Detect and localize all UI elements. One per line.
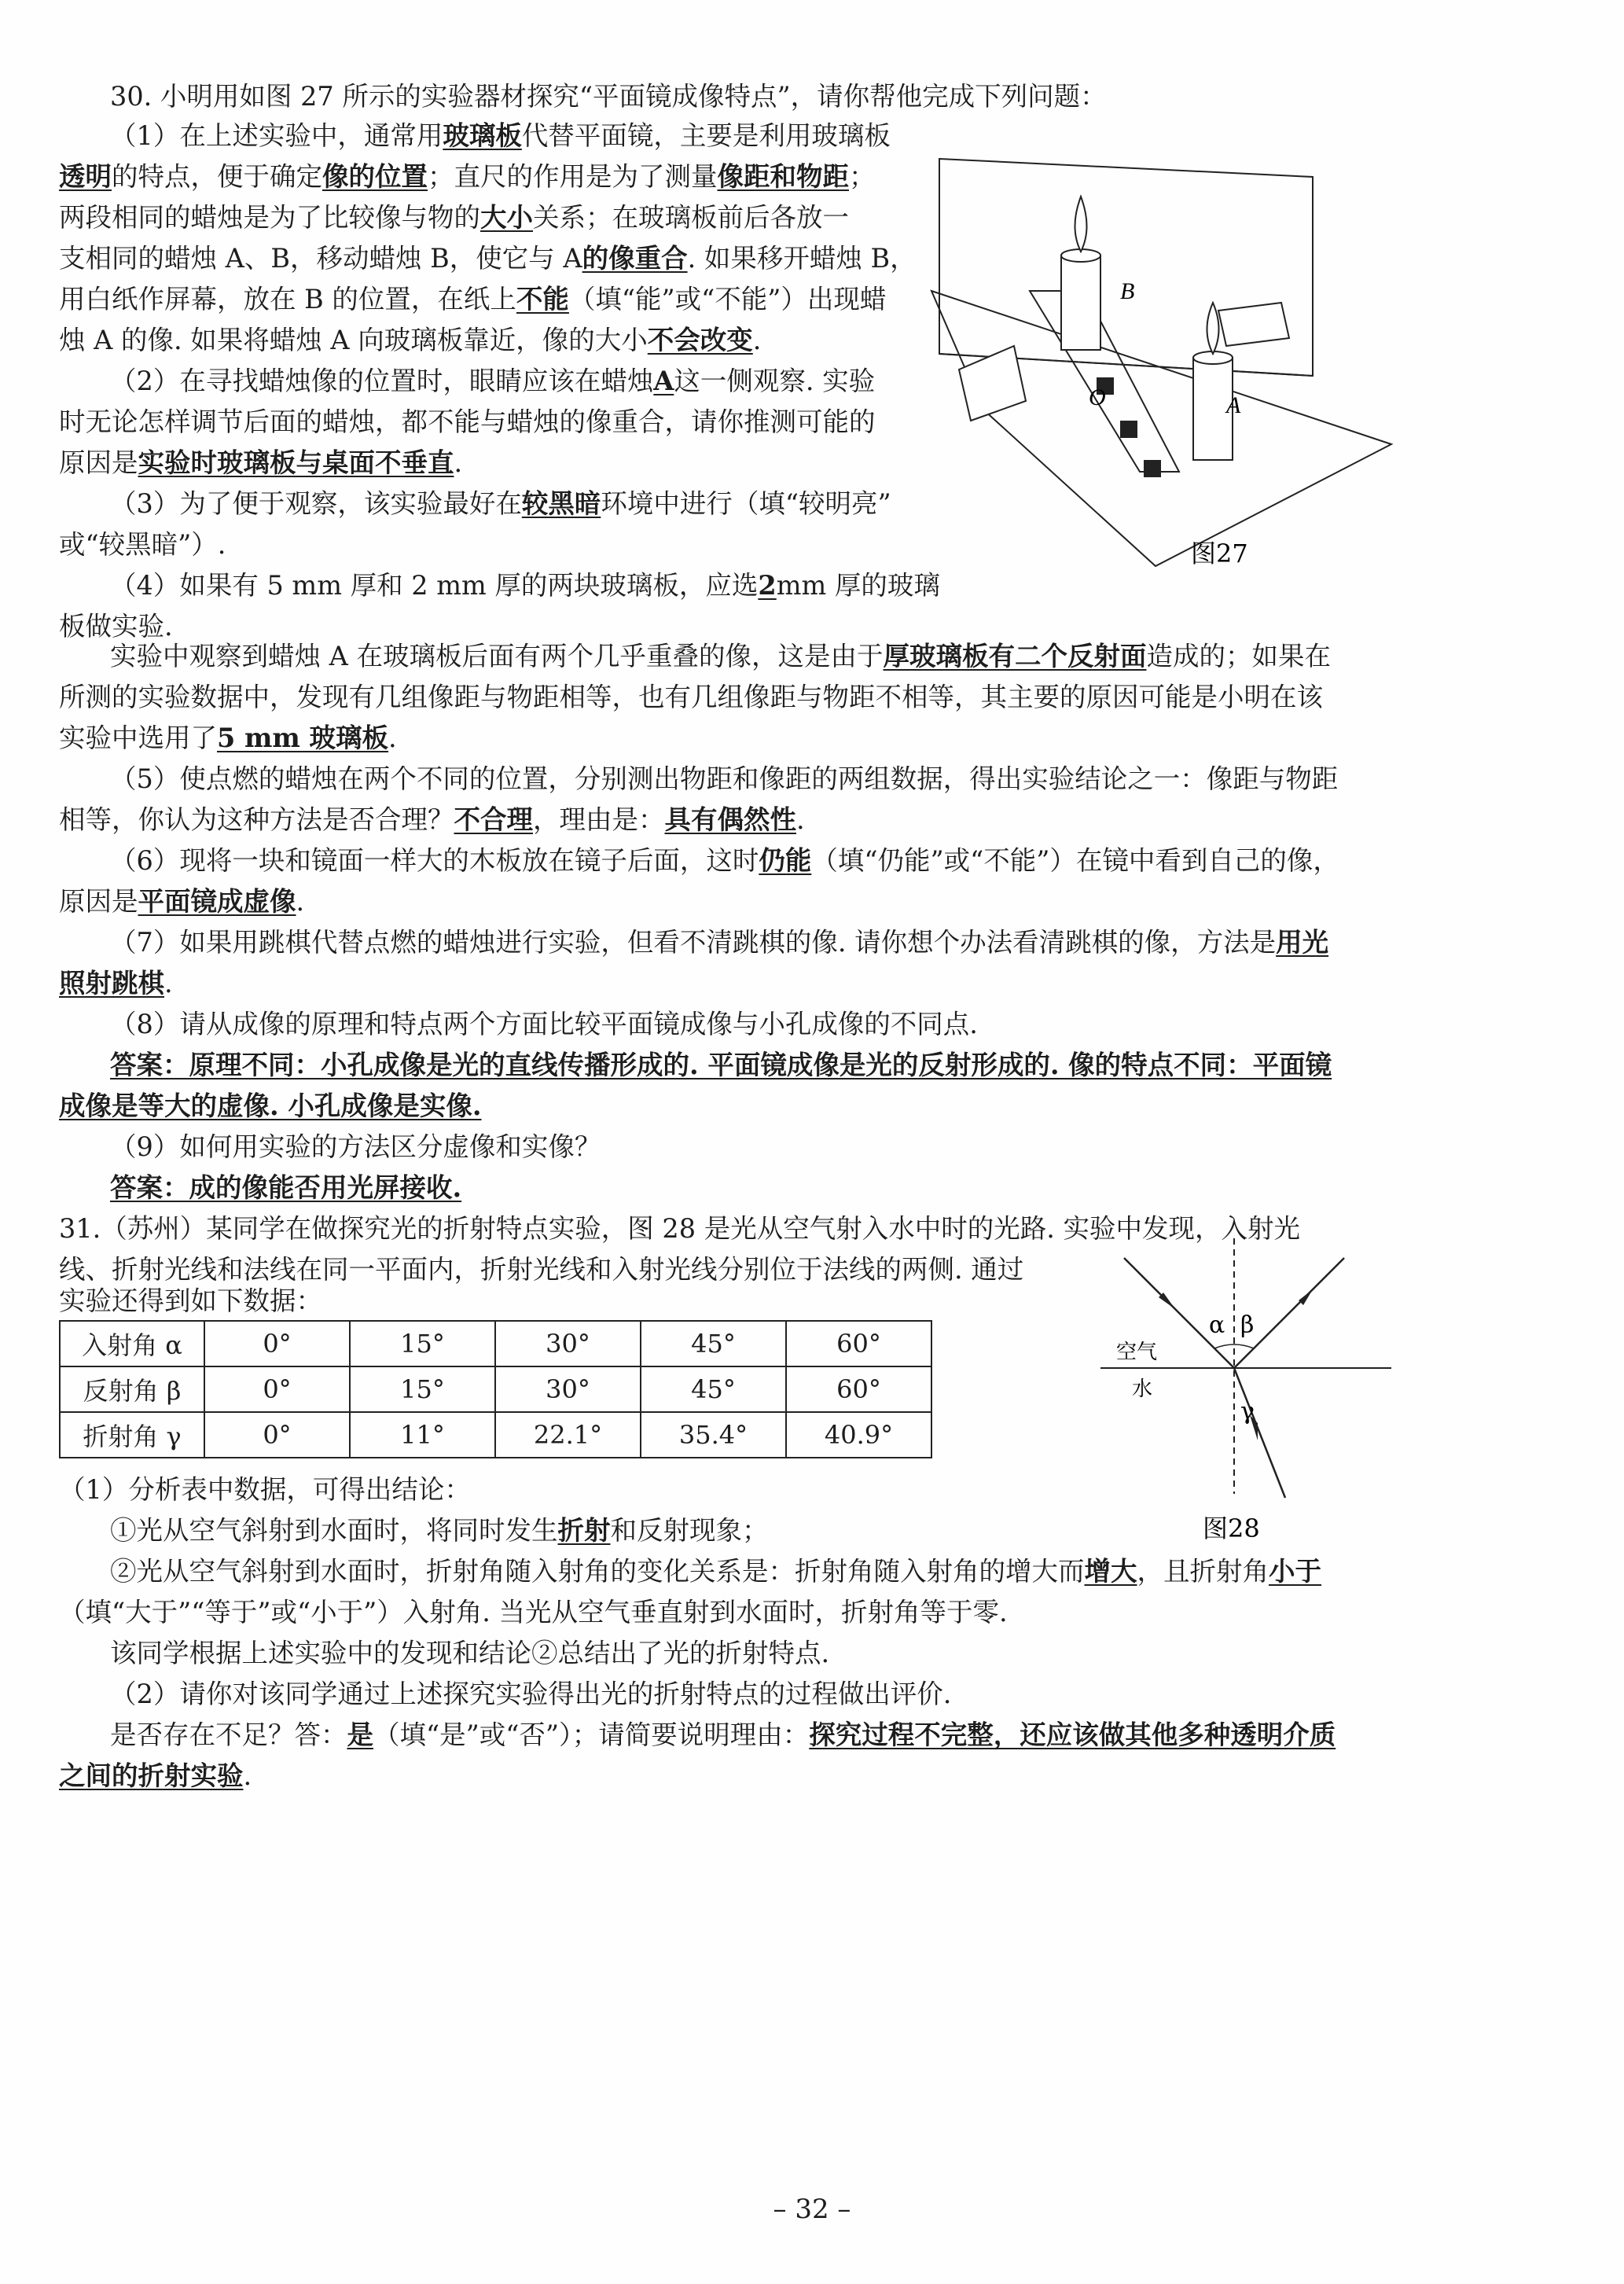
- ruler-mark: [1120, 421, 1137, 438]
- answer-blank: 小于: [1269, 1556, 1321, 1587]
- table-row: 反射角 β 0° 15° 30° 45° 60°: [60, 1366, 931, 1412]
- q31-s1a: ①光从空气斜射到水面时，将同时发生折射和反射现象；: [110, 1515, 769, 1546]
- answer-blank: 平面镜成虚像: [138, 886, 296, 917]
- q30-stem: 30. 小明用如图 27 所示的实验器材探究“平面镜成像特点”，请你帮他完成下列问题：: [110, 81, 1107, 112]
- answer-blank: 之间的折射实验: [59, 1760, 244, 1791]
- q30-p1-line6: 烛 A 的像. 如果将蜡烛 A 向玻璃板靠近，像的大小不会改变.: [59, 325, 762, 355]
- answer-blank: 大小: [480, 202, 533, 233]
- answer-blank: 像距和物距: [717, 161, 849, 192]
- q30-p9-answer: 答案：成的像能否用光屏接收.: [110, 1172, 462, 1203]
- incident-arrow: [1159, 1293, 1175, 1309]
- answer-blank: 不合理: [454, 804, 533, 835]
- q30-p8-answer1: 答案：原理不同：小孔成像是光的直线传播形成的. 平面镜成像是光的反射形成的. 像的特点不同：平面镜: [110, 1050, 1332, 1080]
- figure-27-caption: 图27: [1191, 539, 1248, 568]
- q31-s2: （2）请你对该同学通过上述探究实验得出光的折射特点的过程做出评价.: [110, 1679, 952, 1709]
- figure-27: [928, 142, 1399, 582]
- answer-blank: 用光: [1276, 927, 1329, 958]
- q30-p1-line4: 支相同的蜡烛 A、B，移动蜡烛 B，使它与 A的像重合. 如果移开蜡烛 B，: [59, 243, 917, 274]
- q30-p1-line5: 用白纸作屏幕，放在 B 的位置，在纸上不能（填“能”或“不能”）出现蜡: [59, 284, 887, 314]
- figure-28: [1100, 1234, 1399, 1557]
- beta-label: β: [1240, 1311, 1255, 1339]
- air-label: 空气: [1116, 1341, 1158, 1364]
- answer-blank: 折射: [557, 1515, 611, 1546]
- answer-blank: A: [653, 366, 674, 396]
- q30-p5-line2: 相等，你认为这种方法是否合理？不合理，理由是：具有偶然性.: [59, 804, 805, 835]
- answer-blank: 不能: [516, 284, 569, 314]
- label-a: A: [1226, 392, 1241, 418]
- q30-p4-line3: 实验中观察到蜡烛 A 在玻璃板后面有两个几乎重叠的像，这是由于厚玻璃板有二个反射面造成的；如果在: [110, 641, 1331, 671]
- q30-p6-line2: 原因是平面镜成虚像.: [59, 886, 305, 917]
- q30-p6-line1: （6）现将一块和镜面一样大的木板放在镜子后面，这时仍能（填“仍能”或“不能”）在镜中看到自己的像，: [110, 845, 1339, 876]
- answer-blank: 玻璃板: [443, 120, 522, 151]
- answer-blank: 5 mm 玻璃板: [217, 723, 389, 753]
- answer-blank: 增大: [1084, 1556, 1137, 1587]
- page-number: – 32 –: [773, 2194, 851, 2225]
- q31-s1d: 该同学根据上述实验中的发现和结论②总结出了光的折射特点.: [110, 1638, 830, 1668]
- q30-p2-line1: （2）在寻找蜡烛像的位置时，眼睛应该在蜡烛A这一侧观察. 实验: [110, 366, 876, 396]
- q31-data-table: [59, 1320, 932, 1458]
- alpha-label: α: [1209, 1311, 1225, 1339]
- q30-p2-line2: 时无论怎样调节后面的蜡烛，都不能与蜡烛的像重合，请你推测可能的: [59, 406, 876, 437]
- q31-line2: 线、折射光线和法线在同一平面内，折射光线和入射光线分别位于法线的两侧. 通过: [59, 1254, 1024, 1285]
- refracted-ray: [1234, 1368, 1285, 1498]
- q30-p5-line1: （5）使点燃的蜡烛在两个不同的位置，分别测出物距和像距的两组数据，得出实验结论之一：像距与物距: [110, 763, 1339, 794]
- water-label: 水: [1132, 1377, 1153, 1401]
- q31-s1c: （填“大于”“等于”或“小于”）入射角. 当光从空气垂直射到水面时，折射角等于零.: [59, 1597, 1008, 1627]
- q30-p4-line4: 所测的实验数据中，发现有几组像距与物距相等，也有几组像距与物距不相等，其主要的原因可能是小明在该: [59, 682, 1323, 712]
- q31-line1: 31.（苏州）某同学在做探究光的折射特点实验，图 28 是光从空气射入水中时的光路. 实验中发现，入射光: [59, 1213, 1300, 1244]
- q31-s1b: ②光从空气斜射到水面时，折射角随入射角的变化关系是：折射角随入射角的增大而增大，且折射角小于: [110, 1556, 1321, 1587]
- q30-p7-line2: 照射跳棋.: [59, 968, 173, 999]
- answer-blank: 仍能: [759, 845, 812, 876]
- q30-p7-line1: （7）如果用跳棋代替点燃的蜡烛进行实验，但看不清跳棋的像. 请你想个办法看清跳棋的像，方法是用光: [110, 927, 1329, 958]
- answer-blank: 具有偶然性: [664, 804, 796, 835]
- answer-blank: 照射跳棋: [59, 968, 164, 999]
- q30-p9-line1: （9）如何用实验的方法区分虚像和实像？: [110, 1131, 601, 1162]
- answer-blank: 透明: [59, 161, 112, 192]
- answer-blank: 2: [758, 570, 777, 601]
- answer-blank: 实验时玻璃板与桌面不垂直: [138, 447, 454, 478]
- answer-blank: 不会改变: [647, 325, 753, 355]
- q30-p3-line1: （3）为了便于观察，该实验最好在较黑暗环境中进行（填“较明亮”: [110, 488, 891, 519]
- answer-blank: 像的位置: [322, 161, 428, 192]
- q31-s2a-cont: 之间的折射实验.: [59, 1760, 252, 1791]
- q30-p8-line1: （8）请从成像的原理和特点两个方面比较平面镜成像与小孔成像的不同点.: [110, 1009, 978, 1039]
- angle-arc: [1214, 1344, 1254, 1348]
- q30-p2-line3: 原因是实验时玻璃板与桌面不垂直.: [59, 447, 463, 478]
- gamma-label: γ: [1240, 1398, 1255, 1425]
- q30-p1-line2: 透明的特点，便于确定像的位置；直尺的作用是为了测量像距和物距；: [59, 161, 876, 192]
- answer-blank: 较黑暗: [521, 488, 601, 519]
- q30-p4-line5: 实验中选用了5 mm 玻璃板.: [59, 723, 397, 753]
- q30-p1-line1: （1）在上述实验中，通常用玻璃板代替平面镜，主要是利用玻璃板: [110, 120, 891, 151]
- q31-line3: 实验还得到如下数据：: [59, 1285, 322, 1316]
- q30-p1-line3: 两段相同的蜡烛是为了比较像与物的大小关系；在玻璃板前后各放一: [59, 202, 849, 233]
- glass-plate-outline: [939, 159, 1313, 376]
- support-block-right: [1218, 303, 1289, 346]
- answer-blank: 探究过程不完整，还应该做其他多种透明介质: [809, 1719, 1336, 1750]
- ruler-mark: [1144, 460, 1161, 477]
- q30-p8-answer2: 成像是等大的虚像. 小孔成像是实像.: [59, 1091, 482, 1121]
- q30-p4-line2: 板做实验.: [59, 611, 173, 642]
- answer-blank: 的像重合: [582, 243, 688, 274]
- table-row: 入射角 α 0° 15° 30° 45° 60°: [60, 1321, 931, 1366]
- answer-blank: 是: [347, 1719, 373, 1750]
- table-row: 折射角 γ 0° 11° 22.1° 35.4° 40.9°: [60, 1412, 931, 1458]
- label-b: B: [1120, 278, 1135, 304]
- answer-blank: 厚玻璃板有二个反射面: [883, 641, 1147, 671]
- q31-s2a: 是否存在不足？答：是（填“是”或“否”）；请简要说明理由：探究过程不完整，还应该做其他多种透明介质: [110, 1719, 1336, 1750]
- figure-28-caption: 图28: [1203, 1513, 1260, 1543]
- candle-b: [1061, 197, 1100, 350]
- table-surface-outline: [931, 291, 1391, 566]
- q30-p4-line1: （4）如果有 5 mm 厚和 2 mm 厚的两块玻璃板，应选2mm 厚的玻璃: [110, 570, 940, 601]
- support-block-left: [959, 346, 1026, 421]
- q31-s1: （1）分析表中数据，可得出结论：: [59, 1474, 471, 1505]
- label-o: O: [1089, 384, 1106, 410]
- q30-p3-line2: 或“较黑暗”）.: [59, 529, 226, 560]
